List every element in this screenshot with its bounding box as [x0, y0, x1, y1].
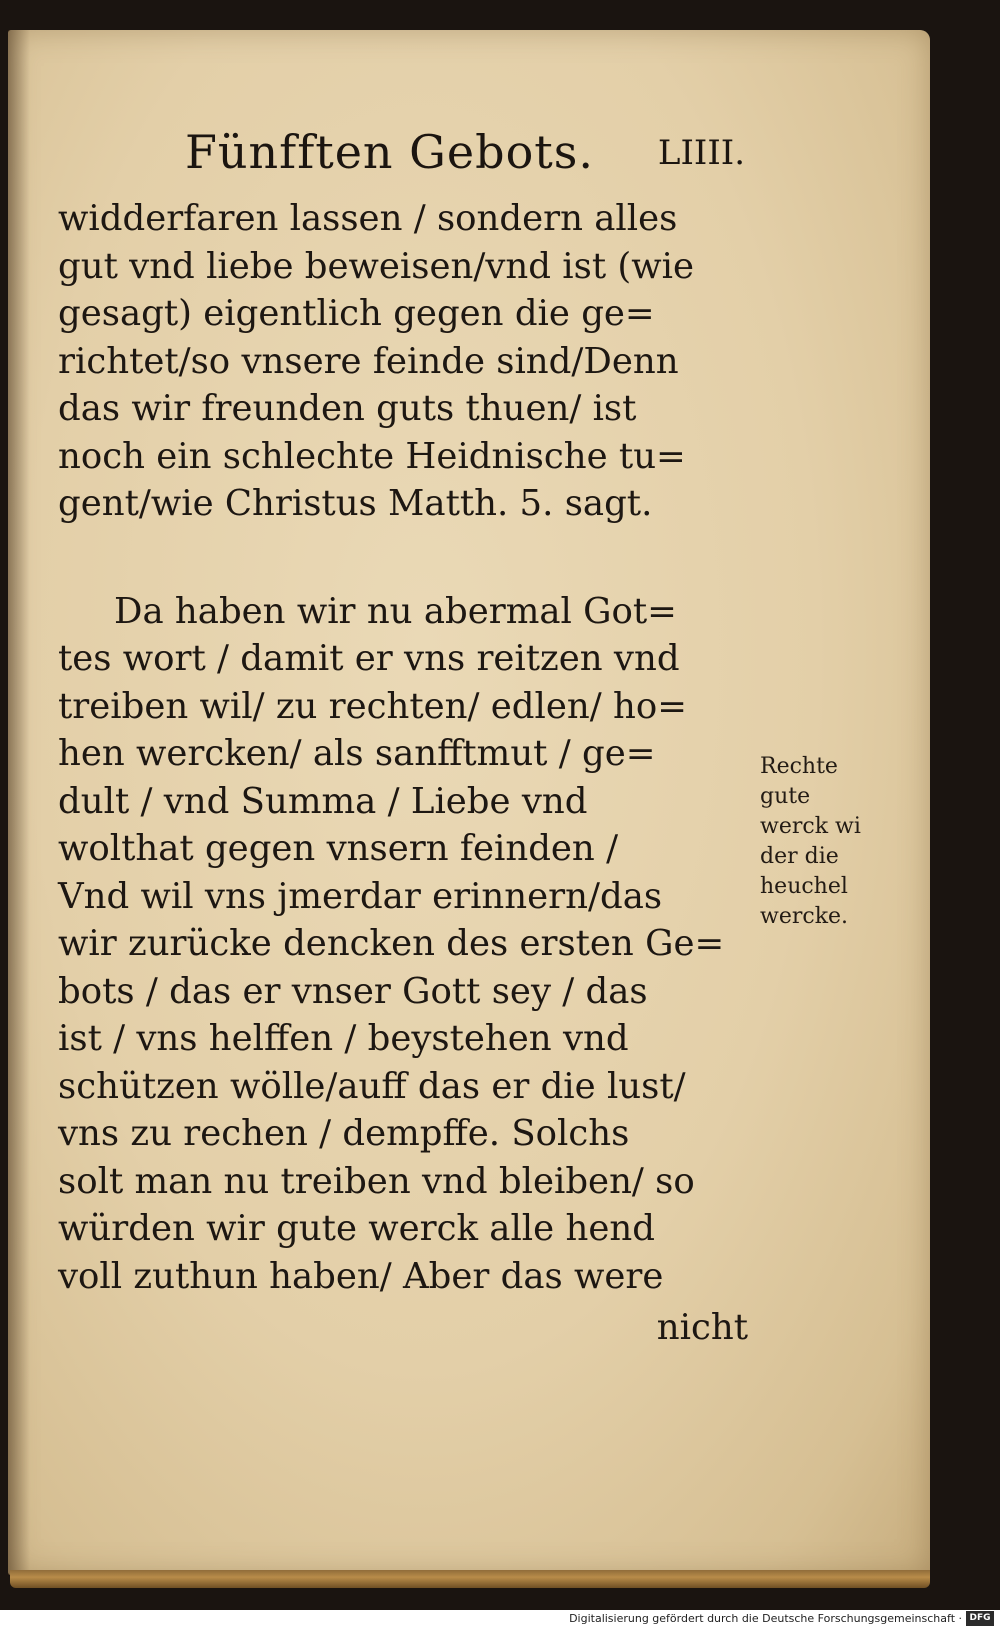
text-line: gesagt) eigentlich gegen die ge= [58, 293, 655, 334]
text-line: richtet/so vnsere feinde sind/Denn [58, 340, 679, 382]
marginal-note [760, 752, 900, 932]
text-line: tes wort / damit er vns reitzen vnd [58, 638, 680, 679]
page-edge [10, 1570, 930, 1588]
text-line: ist / vns helffen / beystehen vnd [58, 1018, 629, 1059]
text-line: widderfaren lassen / sondern alles [58, 198, 678, 239]
running-head: Fünfften Gebots. [185, 125, 594, 179]
text-line: treiben wil/ zu rechten/ edlen/ ho= [58, 685, 687, 727]
text-line: voll zuthun haben/ Aber das were [58, 1255, 664, 1297]
text-line: vns zu rechen / dempffe. Solchs [58, 1113, 630, 1154]
text-line: das wir freunden guts thuen/ ist [58, 388, 637, 429]
text-line: gut vnd liebe beweisen/vnd ist (wie [58, 245, 694, 287]
text-line: wir zurücke dencken des ersten Ge= [58, 923, 725, 964]
text-line: Da haben wir nu abermal Got= [114, 590, 677, 632]
text-line: hen wercken/ als sanfftmut / ge= [58, 733, 656, 774]
folio-number: LIIII. [657, 133, 745, 173]
marginal-line: werck wi [760, 814, 861, 839]
text-line: würden wir gute werck alle hend [58, 1208, 655, 1249]
page-header [185, 125, 745, 195]
marginal-line: Rechte [760, 754, 838, 779]
text-line: noch ein schlechte Heidnische tu= [58, 435, 686, 477]
marginal-line: gute [760, 784, 811, 809]
marginal-line: wercke. [760, 904, 849, 929]
text-line: wolthat gegen vnsern feinden / [58, 828, 619, 869]
paragraph-gap [58, 528, 748, 588]
dfg-logo: DFG [966, 1611, 994, 1626]
funding-credit: Digitalisierung gefördert durch die Deutsche Forschungsgemeinschaft · [569, 1612, 962, 1625]
marginal-line: der die [760, 844, 839, 869]
text-line: bots / das er vnser Gott sey / das [58, 970, 648, 1012]
spine-shadow [8, 30, 30, 1575]
text-line: gent/wie Christus Matth. 5. sagt. [58, 483, 653, 524]
text-line: Vnd wil vns jmerdar erinnern/das [58, 875, 663, 917]
catchword: nicht [656, 1307, 748, 1348]
text-line: solt man nu treiben vnd bleiben/ so [58, 1160, 695, 1202]
text-line: schützen wölle/auff das er die lust/ [58, 1065, 686, 1107]
body-text [58, 195, 748, 1356]
marginal-line: heuchel [760, 874, 848, 899]
text-line: dult / vnd Summa / Liebe vnd [58, 780, 588, 822]
